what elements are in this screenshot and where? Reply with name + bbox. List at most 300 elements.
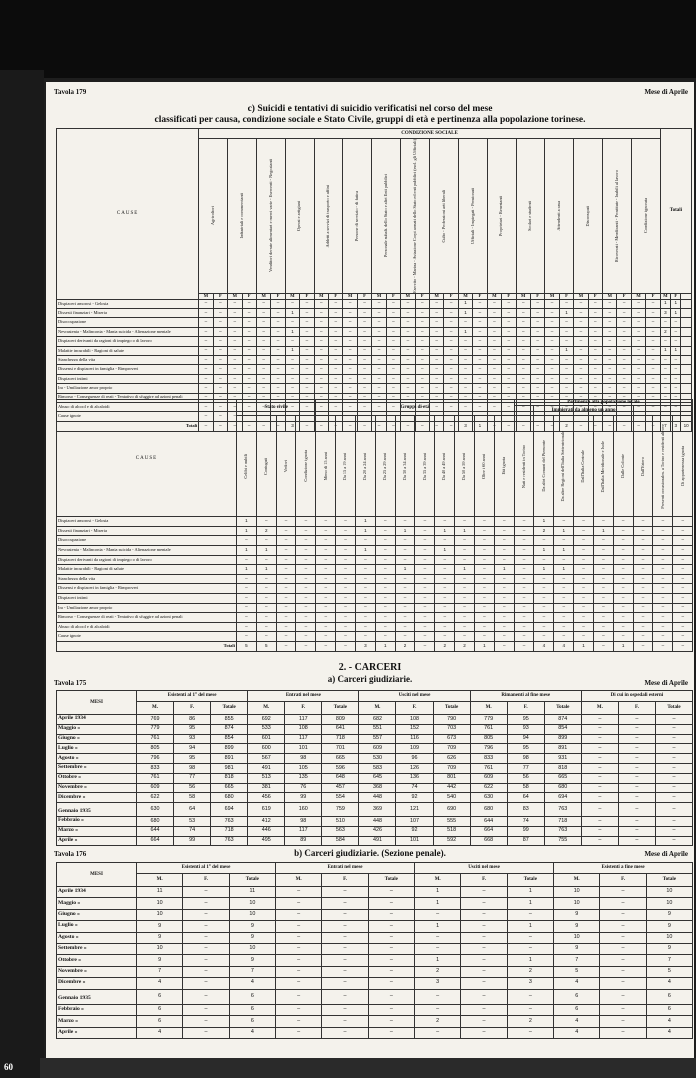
page-title: c) Suicidi e tentativi di suicidio verificatisi nel corso del mese xyxy=(247,104,493,114)
cell-value xyxy=(600,989,646,1004)
group-header: Entrati nel mese xyxy=(248,691,359,702)
cell-value xyxy=(593,622,613,632)
cell-value xyxy=(300,299,314,308)
cell-value xyxy=(474,613,494,623)
age-col-label: Da 50 a 59 anni xyxy=(461,452,467,480)
cell-value xyxy=(276,1016,322,1027)
cell-value xyxy=(655,836,692,846)
cell-value xyxy=(574,356,588,365)
cell-value xyxy=(401,356,415,365)
cell-value: 1 xyxy=(356,546,376,556)
sub-header: Totale xyxy=(655,702,692,715)
month-label: Ottobre » xyxy=(57,955,137,966)
month-label-179: Mese di Aprile xyxy=(644,88,688,96)
cell-value xyxy=(429,346,443,355)
cell-value xyxy=(386,299,400,308)
cell-value xyxy=(574,603,594,613)
cell-value: 121 xyxy=(396,803,433,817)
cell-value xyxy=(395,536,415,546)
cell-value xyxy=(474,565,494,575)
cell-value xyxy=(633,613,653,623)
cell-value: 56 xyxy=(507,773,544,783)
cell-value xyxy=(343,327,357,336)
cell-value xyxy=(655,773,692,783)
cell-value xyxy=(559,356,573,365)
cell-value xyxy=(516,318,530,327)
cell-value xyxy=(545,374,559,383)
cell-value xyxy=(256,613,276,623)
table-row xyxy=(57,763,693,773)
cell-value: 703 xyxy=(433,724,470,734)
cell-value xyxy=(502,309,516,318)
cell-value xyxy=(631,346,645,355)
cell-value xyxy=(534,632,554,642)
month-label: Settembre » xyxy=(57,763,137,773)
column-header xyxy=(256,139,285,294)
cell-value xyxy=(617,346,631,355)
cell-value xyxy=(600,887,646,898)
cell-value xyxy=(314,327,328,336)
cell-value: 1 xyxy=(395,526,415,536)
cell-value xyxy=(415,909,461,920)
cell-value xyxy=(329,374,343,383)
cell-value: 1 xyxy=(285,346,299,355)
cell-value xyxy=(633,555,653,565)
cell-value xyxy=(316,555,336,565)
cell-value xyxy=(199,346,213,355)
row-total xyxy=(671,384,681,393)
cell-value: 457 xyxy=(322,783,359,793)
cell-value: 74 xyxy=(507,816,544,826)
cell-value xyxy=(314,384,328,393)
cell-value: 1 xyxy=(256,546,276,556)
cell-value: 510 xyxy=(322,816,359,826)
cell-value xyxy=(633,574,653,584)
cell-value xyxy=(534,536,554,546)
age-col xyxy=(375,416,395,517)
cell-value xyxy=(343,337,357,346)
row-total-all xyxy=(681,356,692,365)
column-header xyxy=(516,139,545,294)
cell-value xyxy=(458,356,472,365)
table-row xyxy=(57,594,693,604)
cell-value: 600 xyxy=(248,744,285,754)
cause-label: Abuso di alcool e di alcaloidi xyxy=(57,403,199,412)
cause-label: Dispiaceri derivanti da ragioni di impiego o di lavoro xyxy=(57,337,199,346)
sub-header: M. xyxy=(137,874,183,887)
table-row xyxy=(57,943,693,954)
cell-value xyxy=(633,546,653,556)
civil-col xyxy=(256,416,276,517)
cell-value xyxy=(375,594,395,604)
table-row xyxy=(57,632,693,642)
cell-value: 664 xyxy=(137,836,174,846)
cell-value: 6 xyxy=(229,1004,275,1015)
cell-value: 10 xyxy=(554,932,600,943)
cell-value xyxy=(473,309,487,318)
total-value: 3 xyxy=(356,641,376,651)
total-value xyxy=(653,641,673,651)
cell-value xyxy=(415,337,429,346)
cell-value xyxy=(276,536,296,546)
cell-value xyxy=(314,318,328,327)
table-row xyxy=(57,603,693,613)
cell-value xyxy=(603,365,617,374)
cell-value xyxy=(386,356,400,365)
cell-value xyxy=(276,517,296,527)
cell-value xyxy=(395,517,415,527)
column-header xyxy=(199,139,228,294)
cell-value: 1 xyxy=(534,517,554,527)
cell-value xyxy=(183,1027,229,1038)
cell-value: 518 xyxy=(433,826,470,836)
cell-value xyxy=(633,632,653,642)
cell-value: 89 xyxy=(285,836,322,846)
month-label: Marzo » xyxy=(57,1016,137,1027)
cell-value xyxy=(600,978,646,989)
cell-value: 1 xyxy=(458,299,472,308)
cell-value xyxy=(487,299,501,308)
column-header-label: Proprietari - Benestanti xyxy=(498,195,504,236)
sex-f-header: F xyxy=(559,293,573,299)
pert-col-label: Dalle Colonie xyxy=(619,454,625,479)
pert-col xyxy=(653,416,673,517)
cell-value xyxy=(372,365,386,374)
pert-col xyxy=(633,416,653,517)
table-row xyxy=(57,1004,693,1015)
cell-value xyxy=(372,309,386,318)
cell-value xyxy=(617,309,631,318)
cell-value xyxy=(228,374,242,383)
cell-value xyxy=(401,299,415,308)
cell-value xyxy=(343,346,357,355)
cell-value: 95 xyxy=(507,744,544,754)
cell-value xyxy=(514,632,534,642)
cell-value: 4 xyxy=(554,1016,600,1027)
table-row xyxy=(57,546,693,556)
cell-value xyxy=(600,1004,646,1015)
cell-value: 833 xyxy=(137,763,174,773)
cell-value xyxy=(357,299,371,308)
cell-value xyxy=(487,318,501,327)
cell-value xyxy=(574,632,594,642)
table-row xyxy=(57,773,693,783)
cell-value xyxy=(613,632,633,642)
cell-value xyxy=(183,909,229,920)
cell-value: 1 xyxy=(554,546,574,556)
cell-value xyxy=(435,632,455,642)
age-col-label: Oltre i 60 anni xyxy=(481,453,487,479)
sub-header: F. xyxy=(618,702,655,715)
cell-value: 854 xyxy=(211,734,248,744)
cell-value xyxy=(276,603,296,613)
cell-value xyxy=(357,346,371,355)
sex-m-header: M xyxy=(343,293,357,299)
cell-value: 160 xyxy=(285,803,322,817)
month-label: Marzo » xyxy=(57,826,137,836)
cell-value: 665 xyxy=(211,783,248,793)
cell-value xyxy=(574,318,588,327)
cell-value xyxy=(336,632,356,642)
sub-header: M. xyxy=(137,702,174,715)
cell-value xyxy=(322,909,368,920)
cell-value: 609 xyxy=(470,773,507,783)
cell-value xyxy=(228,337,242,346)
cell-value: 1 xyxy=(237,565,257,575)
cell-value xyxy=(473,327,487,336)
column-header-label: Industriali e commercianti xyxy=(238,193,244,239)
cell-value xyxy=(593,613,613,623)
cell-value xyxy=(444,327,458,336)
cell-value xyxy=(415,365,429,374)
cell-value xyxy=(199,318,213,327)
cell-value xyxy=(655,724,692,734)
cell-value xyxy=(474,574,494,584)
cell-value xyxy=(296,517,316,527)
cell-value xyxy=(276,932,322,943)
cell-value xyxy=(316,603,336,613)
total-f-header: F xyxy=(671,293,681,299)
cell-value: 641 xyxy=(322,724,359,734)
month-label: Giugno » xyxy=(57,734,137,744)
row-total xyxy=(671,337,681,346)
cell-value: 763 xyxy=(544,826,581,836)
month-label: Luglio » xyxy=(57,744,137,754)
cell-value: 95 xyxy=(174,754,211,764)
cell-value xyxy=(455,584,475,594)
cell-value: 809 xyxy=(322,715,359,725)
cell-value xyxy=(473,346,487,355)
cell-value xyxy=(631,318,645,327)
cell-value xyxy=(653,613,673,623)
cell-value xyxy=(415,574,435,584)
cell-value xyxy=(329,327,343,336)
cell-value xyxy=(618,734,655,744)
cell-value xyxy=(502,346,516,355)
cell-value xyxy=(613,613,633,623)
cell-value: 718 xyxy=(322,734,359,744)
table-row xyxy=(57,826,693,836)
column-header-label: Persone di servizio - di fatica xyxy=(354,190,360,242)
cell-value: 1 xyxy=(285,309,299,318)
sub-header: F. xyxy=(600,874,646,887)
cell-value xyxy=(415,299,429,308)
cell-value xyxy=(322,921,368,932)
table-number-176: Tavola 176 xyxy=(54,850,87,858)
cell-value xyxy=(183,1004,229,1015)
sub-header: Totale xyxy=(211,702,248,715)
cell-value xyxy=(368,1027,414,1038)
cell-value xyxy=(415,318,429,327)
cell-value: 101 xyxy=(285,744,322,754)
cell-value xyxy=(395,632,415,642)
row-total-all xyxy=(681,384,692,393)
cell-value: 74 xyxy=(174,826,211,836)
cell-value xyxy=(617,318,631,327)
cell-value xyxy=(593,546,613,556)
total-value xyxy=(316,641,336,651)
cell-value xyxy=(276,1027,322,1038)
cell-value: 109 xyxy=(396,744,433,754)
cell-value xyxy=(415,932,461,943)
cell-value xyxy=(357,365,371,374)
cell-value xyxy=(631,327,645,336)
cell-value: 805 xyxy=(470,734,507,744)
cell-value: 709 xyxy=(433,763,470,773)
row-total xyxy=(671,374,681,383)
column-header-label: Ufficiali - Impiegati - Pensionati xyxy=(469,187,475,244)
cell-value xyxy=(507,909,553,920)
column-header xyxy=(574,139,603,294)
cell-value xyxy=(458,365,472,374)
cell-value xyxy=(429,299,443,308)
cell-value: 644 xyxy=(470,816,507,826)
table-row xyxy=(57,932,693,943)
cell-value: 1 xyxy=(559,309,573,318)
cell-value xyxy=(613,594,633,604)
cell-value xyxy=(415,632,435,642)
cell-value: 540 xyxy=(433,793,470,803)
group-header: Esistenti al 1° del mese xyxy=(137,863,276,874)
cell-value xyxy=(356,565,376,575)
cell-value xyxy=(183,955,229,966)
cell-value: 694 xyxy=(211,803,248,817)
cell-value xyxy=(461,898,507,909)
column-header-label: Scolari e studenti xyxy=(527,201,533,231)
sex-f-header: F xyxy=(473,293,487,299)
cell-value xyxy=(242,318,256,327)
cell-value xyxy=(276,1004,322,1015)
cell-value xyxy=(646,337,660,346)
cell-value: 381 xyxy=(248,783,285,793)
cell-value xyxy=(554,632,574,642)
table-number-179: Tavola 179 xyxy=(54,88,87,96)
cell-value: 9 xyxy=(646,909,692,920)
cell-value: 4 xyxy=(646,978,692,989)
cell-value xyxy=(415,536,435,546)
cell-value xyxy=(435,603,455,613)
cell-value: 4 xyxy=(554,1027,600,1038)
cell-value xyxy=(271,365,285,374)
cell-value xyxy=(256,299,270,308)
page-number: 60 xyxy=(4,1062,13,1072)
sub-header: Totale xyxy=(646,874,692,887)
cell-value: 135 xyxy=(285,773,322,783)
cell-value: 412 xyxy=(248,816,285,826)
total-value xyxy=(494,641,514,651)
cell-value xyxy=(375,603,395,613)
cell-value xyxy=(336,555,356,565)
cell-value xyxy=(343,365,357,374)
cell-value xyxy=(530,327,544,336)
row-total: 1 xyxy=(671,309,681,318)
total-value: 3 xyxy=(285,421,299,431)
pert-spacer-b xyxy=(633,406,693,416)
cell-value xyxy=(554,622,574,632)
cell-value xyxy=(386,327,400,336)
grand-total: 3 xyxy=(671,421,681,431)
cell-value xyxy=(653,584,673,594)
cell-value xyxy=(213,356,227,365)
table-row xyxy=(57,1027,693,1038)
cell-value: 567 xyxy=(248,754,285,764)
cell-value xyxy=(600,1016,646,1027)
cell-value xyxy=(372,346,386,355)
cell-value xyxy=(372,374,386,383)
cell-value xyxy=(356,584,376,594)
cell-value xyxy=(554,517,574,527)
sex-f-header: F xyxy=(617,293,631,299)
cell-value xyxy=(633,536,653,546)
table-row xyxy=(57,836,693,846)
sex-f-header: F xyxy=(242,293,256,299)
cell-value xyxy=(458,337,472,346)
cell-value xyxy=(633,584,653,594)
cell-value: 9 xyxy=(554,921,600,932)
cell-value xyxy=(613,517,633,527)
age-col xyxy=(356,416,376,517)
table-prisons-penal xyxy=(56,862,693,1039)
months-header: MESI xyxy=(57,863,137,887)
cell-value xyxy=(581,715,618,725)
column-header xyxy=(285,139,314,294)
sub-header: F. xyxy=(174,702,211,715)
cell-value: 10 xyxy=(229,943,275,954)
cell-value xyxy=(322,989,368,1004)
month-label-175: Mese di Aprile xyxy=(644,679,688,687)
cell-value xyxy=(613,565,633,575)
cause-label: Rimorso - Conseguenze di reati - Tentativo di sfuggire ad azioni penali xyxy=(57,393,199,402)
cell-value xyxy=(559,327,573,336)
totals-label: Totali xyxy=(57,421,199,431)
cell-value xyxy=(655,744,692,754)
cell-value: 891 xyxy=(544,744,581,754)
cell-value xyxy=(444,318,458,327)
cell-value xyxy=(631,384,645,393)
table-row xyxy=(57,374,692,383)
table-row xyxy=(57,327,692,336)
cell-value xyxy=(372,327,386,336)
total-value xyxy=(673,641,693,651)
cell-value xyxy=(372,356,386,365)
cell-value: 105 xyxy=(285,763,322,773)
cell-value xyxy=(653,565,673,575)
cell-value xyxy=(613,584,633,594)
cell-value xyxy=(415,584,435,594)
table-number-175: Tavola 175 xyxy=(54,679,87,687)
cell-value: 9 xyxy=(229,921,275,932)
cell-value xyxy=(617,365,631,374)
cell-value xyxy=(618,783,655,793)
sub-header: M. xyxy=(554,874,600,887)
cell-value xyxy=(653,546,673,556)
cell-value xyxy=(581,763,618,773)
cell-value xyxy=(461,921,507,932)
cell-value xyxy=(276,887,322,898)
cell-value xyxy=(673,632,693,642)
table-row xyxy=(57,754,693,764)
cell-value xyxy=(588,374,602,383)
cell-value xyxy=(237,594,257,604)
cell-value xyxy=(554,594,574,604)
cell-value xyxy=(256,365,270,374)
table-row xyxy=(57,526,693,536)
cell-value xyxy=(276,546,296,556)
cell-value xyxy=(559,384,573,393)
cell-value xyxy=(574,384,588,393)
cell-value: 10 xyxy=(229,909,275,920)
row-total xyxy=(660,356,670,365)
